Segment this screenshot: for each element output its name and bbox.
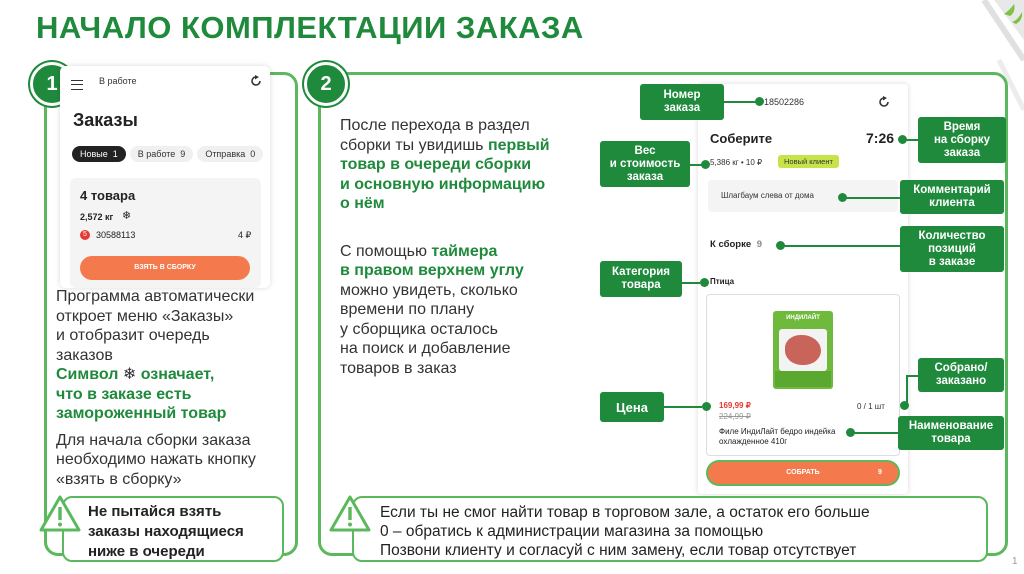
product-image bbox=[773, 311, 833, 389]
weight-cost: 5,386 кг • 10 ₽ bbox=[710, 158, 763, 167]
client-comment: Шлагбаум слева от дома bbox=[708, 180, 898, 212]
label-weight-cost: Вес и стоимость заказа bbox=[600, 141, 690, 187]
label-name: Наименование товара bbox=[898, 416, 1004, 450]
meat-icon bbox=[785, 335, 821, 365]
label-order-number: Номер заказа bbox=[640, 84, 724, 120]
step1-warning: Не пытайся взять заказы находящиеся ниже в очереди bbox=[62, 496, 284, 562]
timer: 7:26 bbox=[866, 130, 895, 146]
new-client-badge: Новый клиент bbox=[778, 155, 839, 168]
tabs-row bbox=[72, 146, 263, 162]
tab-sending[interactable]: Отправка 0 bbox=[197, 146, 263, 162]
order-items: 4 товара bbox=[80, 188, 136, 203]
take-to-assembly-button[interactable]: ВЗЯТЬ В СБОРКУ bbox=[80, 256, 250, 280]
orders-screen bbox=[60, 66, 270, 288]
orders-heading: Заказы bbox=[73, 110, 138, 130]
product-brand: ИНДИЛАЙТ bbox=[786, 315, 820, 321]
collect-heading: Соберите bbox=[710, 131, 773, 146]
step2-description: После перехода в раздел сборки ты увидишь первый товар в очереди сборки и основную информацию о нём С помощью таймера в правом верхнем углу можно увидеть, сколько времени по плану у сборщика осталось на поиск и добавление товаров в заказ bbox=[340, 117, 550, 377]
category-name: Птица bbox=[710, 277, 735, 286]
label-count: Количество позиций в заказе bbox=[900, 226, 1004, 272]
store-logo-icon: 5 bbox=[80, 230, 90, 240]
tab-in-work[interactable]: В работе 9 bbox=[130, 146, 194, 162]
product-name: Филе ИндиЛайт бедро индейка охлажденное 410г bbox=[719, 427, 836, 446]
label-category: Категория товара bbox=[600, 261, 682, 297]
step1-number: 1 bbox=[30, 62, 74, 106]
step2-warning: Если ты не смог найти товар в торговом зале, а остаток его больше 0 – обратись к администрации магазина за помощью Позвони клиенту и согласуй с ним замену, если товар отсутствует bbox=[352, 496, 988, 562]
tab-new[interactable]: Новые 1 bbox=[72, 146, 126, 162]
refresh-icon[interactable] bbox=[250, 75, 262, 87]
page-number: 1 bbox=[1012, 556, 1018, 567]
menu-icon[interactable] bbox=[71, 80, 83, 90]
collected-count: 0 / 1 шт bbox=[857, 402, 885, 411]
snowflake-icon: ❄ bbox=[122, 366, 137, 383]
label-price: Цена bbox=[600, 392, 664, 422]
order-card[interactable] bbox=[70, 178, 261, 288]
refresh-icon[interactable] bbox=[878, 96, 890, 108]
label-comment: Комментарий клиента bbox=[900, 180, 1004, 214]
warning-icon bbox=[38, 494, 82, 534]
price-new: 169,99 ₽ bbox=[719, 401, 751, 410]
step1-description: Программа автоматически откроет меню «Заказы» и отобразит очередь заказов Символ ❄ означает, что в заказе есть замороженный товар Для начала сборки заказа необходимо нажать кнопку «взять в сборку» bbox=[56, 287, 296, 489]
order-price: 4 ₽ bbox=[238, 230, 252, 240]
price-old: 224,99 ₽ bbox=[719, 412, 751, 421]
order-number: 18502286 bbox=[764, 97, 805, 107]
label-collected: Собрано/ заказано bbox=[918, 358, 1004, 392]
to-collect-heading: К сборке 9 bbox=[710, 239, 763, 250]
order-weight: 2,572 кг bbox=[80, 212, 114, 222]
frozen-note: Символ ❄ означает, bbox=[56, 366, 215, 383]
snowflake-icon: ❄ bbox=[122, 210, 132, 222]
collect-button[interactable]: СОБРАТЬ 9 bbox=[708, 462, 898, 484]
page-title: НАЧАЛО КОМПЛЕКТАЦИИ ЗАКАЗА bbox=[36, 10, 584, 45]
status-label: В работе bbox=[99, 76, 137, 86]
step2-number: 2 bbox=[304, 62, 348, 106]
label-time: Время на сборку заказа bbox=[918, 117, 1006, 163]
warning-icon bbox=[328, 494, 372, 534]
order-id: 30588113 bbox=[96, 230, 136, 240]
